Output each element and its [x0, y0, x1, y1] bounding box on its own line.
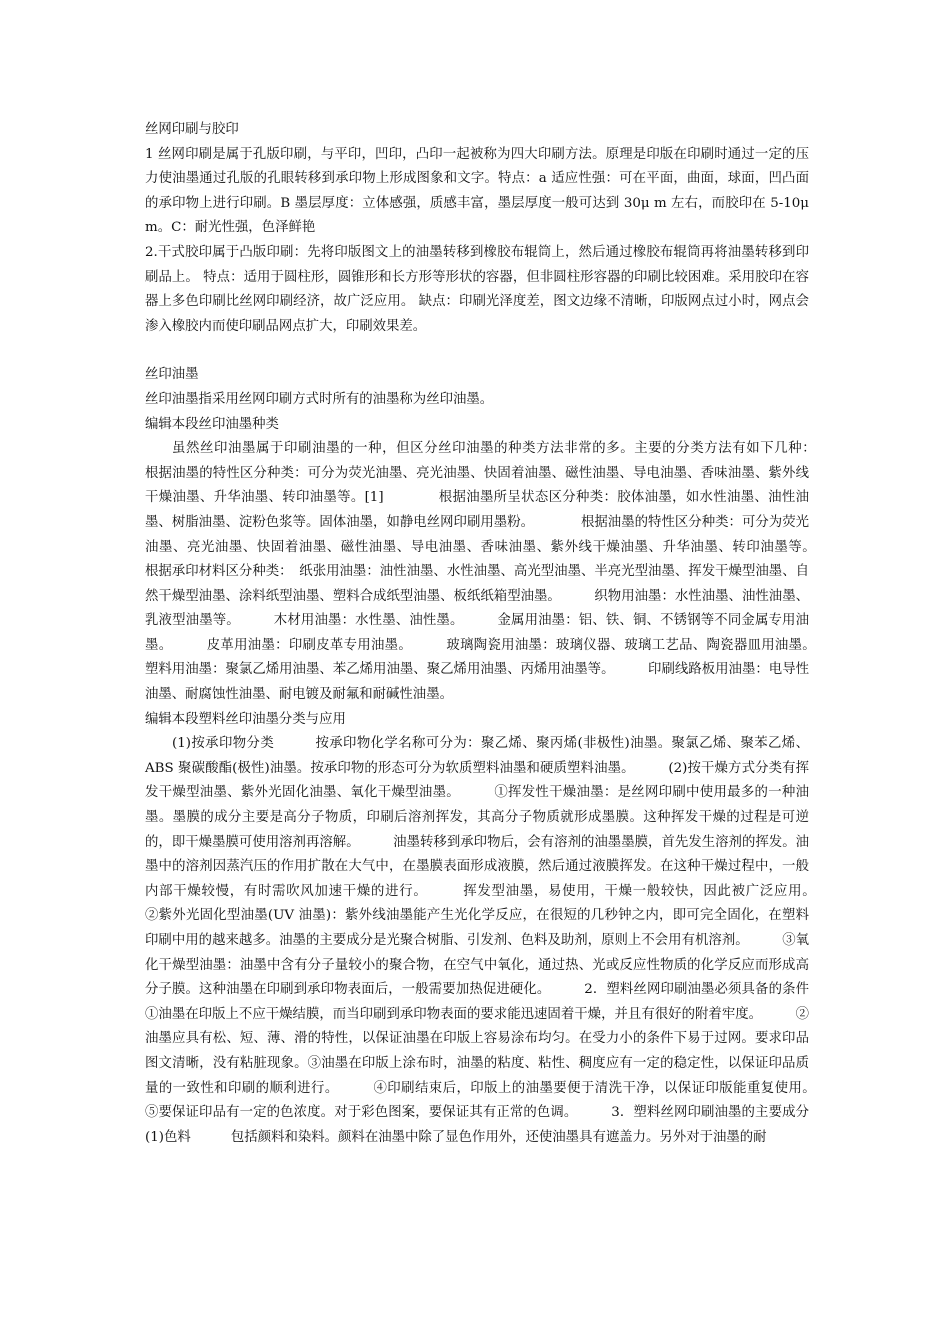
blank-line — [145, 339, 809, 363]
paragraph-ink-definition: 丝印油墨指采用丝网印刷方式时所有的油墨称为丝印油墨。 — [145, 391, 494, 407]
section-title-screen-ink: 丝印油墨 — [145, 367, 199, 383]
section-title-screen-vs-offset: 丝网印刷与胶印 — [145, 122, 239, 137]
paragraph-dry-offset: 2.干式胶印属于凸版印刷：先将印版图文上的油墨转移到橡胶布辊筒上，然后通过橡胶布辊筒再将油墨转移到印刷品上。 特点：适用于圆柱形，圆锥形和长方形等形状的容器，但非圆柱形容器的印刷比较困难。采用胶印在容器上多色印刷比丝网印刷经济，故广泛应用。 缺点：印刷光泽度差，图文边缘不清晰，印版网点过小时，网点会渗入橡胶内而使印刷品网点扩大，印刷效果差。 — [145, 244, 809, 334]
paragraph-screen-printing: 1 丝网印刷是属于孔版印刷，与平印，凹印，凸印一起被称为四大印刷方法。原理是印版在印刷时通过一定的压力使油墨通过孔版的孔眼转移到承印物上形成图象和文字。特点：a 适应性强：可在平面，曲面，球面，凹凸面的承印物上进行印刷。B 墨层厚度：立体感强，质感丰富，墨层厚度一般可达到 30μ m 左右，而胶印在 5-10μ m。C：耐光性强，色泽鲜艳 — [145, 146, 809, 236]
heading-plastic-ink: 编辑本段塑料丝印油墨分类与应用 — [145, 711, 346, 727]
paragraph-ink-types: 虽然丝印油墨属于印刷油墨的一种，但区分丝印油墨的种类方法非常的多。主要的分类方法有如下几种： 根据油墨的特性区分种类：可分为荧光油墨、亮光油墨、快固着油墨、磁性油墨、导电油墨、香味油墨、紫外线干燥油墨、升华油墨、转印油墨等。[1] 根据油墨所呈状态区分种类：胶体油墨，如水性油墨、油性油墨、树脂油墨、淀粉色浆等。固体油墨，如静电丝网印刷用墨粉。 根据油墨的特性区分种类：可分为荧光油墨、亮光油墨、快固着油墨、磁性油墨、导电油墨、香味油墨、紫外线干燥油墨、升华油墨、转印油墨等。 根据承印材料区分种类： 纸张用油墨：油性油墨、水性油墨、高光型油墨、半亮光型油墨、挥发干燥型油墨、自然干燥型油墨、涂料纸型油墨、塑料合成纸型油墨、板纸纸箱型油墨。 织物用油墨：水性油墨、油性油墨、乳液型油墨等。 木材用油墨：水性墨、油性墨。 金属用油墨：铝、铁、铜、不锈钢等不同金属专用油墨。 皮革用油墨：印刷皮革专用油墨。 玻璃陶瓷用油墨：玻璃仪器、玻璃工艺品、陶瓷器皿用油墨。 塑料用油墨：聚氯乙烯用油墨、苯乙烯用油墨、聚乙烯用油墨、丙烯用油墨等。 印刷线路板用油墨：电导性油墨、耐腐蚀性油墨、耐电镀及耐氟和耐碱性油墨。 — [145, 441, 863, 703]
paragraph-plastic-ink: (1)按承印物分类 按承印物化学名称可分为：聚乙烯、聚丙烯(非极性)油墨。聚氯乙烯、聚苯乙烯、ABS 聚碳酸酯(极性)油墨。按承印物的形态可分为软质塑料油墨和硬质塑料油墨。 (2)按干燥方式分类有挥发干燥型油墨、紫外光固化油墨、氧化干燥型油墨。 ①挥发性干燥油墨：是丝网印刷中使用最多的一种油墨。墨膜的成分主要是高分子物质，印刷后溶剂挥发，其高分子物质就形成墨膜。这种挥发干燥的过程是可逆的，即干燥墨膜可使用溶剂再溶解。 油墨转移到承印物后，会有溶剂的油墨墨膜，首先发生溶剂的挥发。油墨中的溶剂因蒸汽压的作用扩散在大气中，在墨膜表面形成液膜，然后通过液膜挥发。在这种干燥过程中，一般内部干燥较慢，有时需吹风加速干燥的进行。 挥发型油墨，易使用，干燥一般较快，因此被广泛应用。 ②紫外光固化型油墨(UV 油墨)：紫外线油墨能产生光化学反应，在很短的几秒钟之内，即可完全固化，在塑料印刷中用的越来越多。油墨的主要成分是光聚合树脂、引发剂、色料及助剂，原则上不会用有机溶剂。 ③氧化干燥型油墨：油墨中含有分子量较小的聚合物，在空气中氧化，通过热、光或反应性物质的化学反应而形成高分子膜。这种油墨在印刷到承印物表面后，一般需要加热促进硬化。 2．塑料丝网印刷油墨必须具备的条件 ①油墨在印版上不应干燥结膜，而当印刷到承印物表面的要求能迅速固着干燥，并且有很好的附着牢度。 ②油墨应具有松、短、薄、滑的特性，以保证油墨在印版上容易涂布均匀。在受力小的条件下易于过网。要求印品图文清晰，没有粘脏现象。③油墨在印版上涂布时，油墨的粘度、粘性、稠度应有一定的稳定性，以保证印品质量的一致性和印刷的顺利进行。 ④印刷结束后，印版上的油墨要便于清洗干净，以保证印版能重复使用。 ⑤要保证印品有一定的色浓度。对于彩色图案，要保证其有正常的色调。 3．塑料丝网印刷油墨的主要成分(1)色料 包括颜料和染料。颜料在油墨中除了显色作用外，还使油墨具有遮盖力。另外对于油墨的耐 — [145, 736, 850, 1145]
heading-ink-types: 编辑本段丝印油墨种类 — [145, 416, 279, 432]
document-page — [145, 118, 863, 1150]
